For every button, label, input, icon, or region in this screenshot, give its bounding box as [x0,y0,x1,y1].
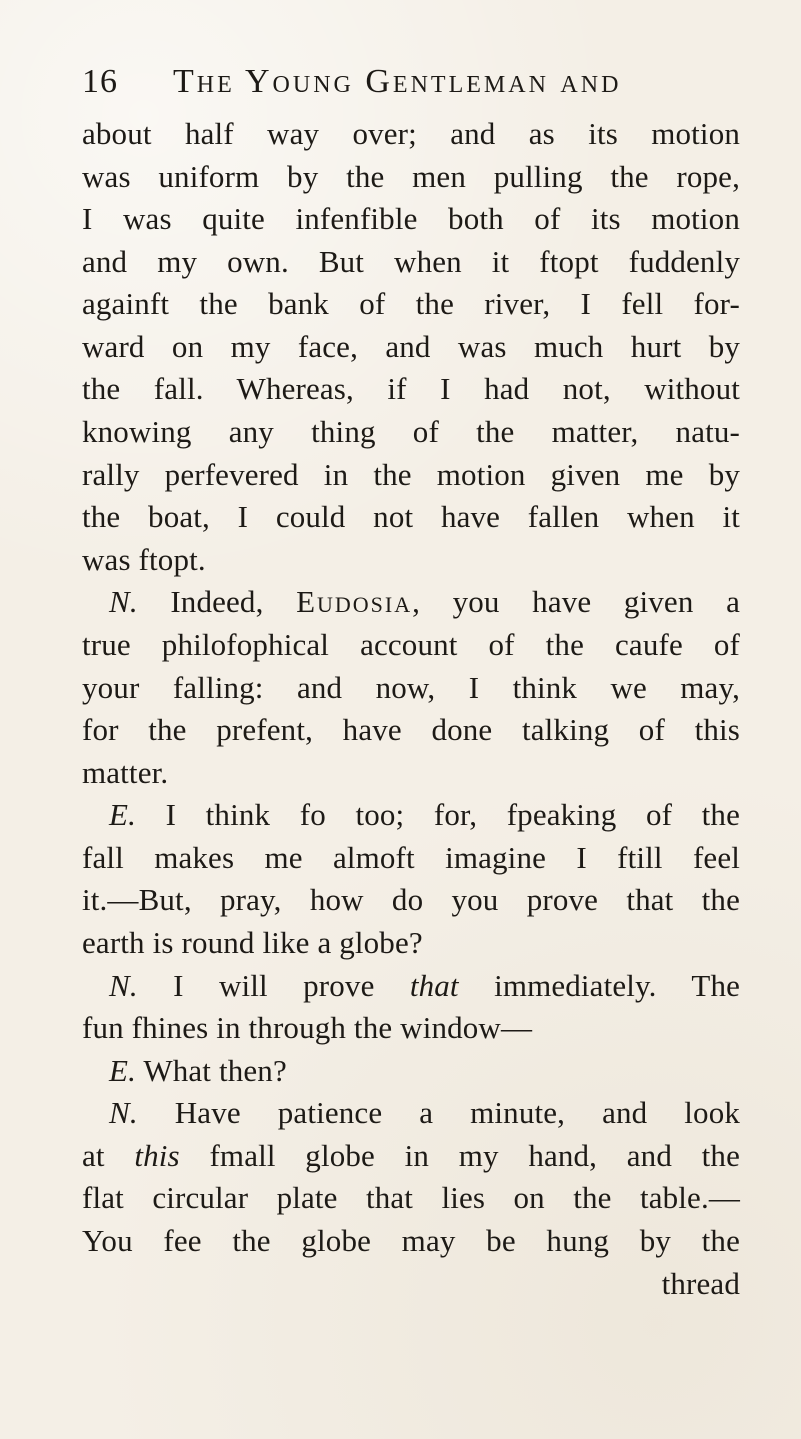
catchword: thread [661,1265,740,1301]
text-line: earth is round like a globe? [82,924,423,960]
character-name: Eudosia [296,584,413,620]
text-line: true philofophical account of the caufe of [82,626,740,662]
text-line: againft the bank of the river, I fell for- [82,286,740,322]
text-line: fall makes me almoft imagine I ftill feel [82,839,740,875]
dialogue-text: , you have given a [412,584,740,620]
dialogue-line-speaker-e [82,794,740,837]
emphasized-word: this [134,1137,180,1173]
text-line: was ftopt. [82,541,206,577]
dialogue-text: I think fo too; for, fpeaking of the [165,797,740,833]
dialogue-line-speaker-n [82,581,740,624]
dialogue-text: Have patience a minute, and look [174,1095,740,1131]
dialogue-text: fmall globe in my hand, and the [209,1137,740,1173]
dialogue-line-speaker-n [82,1092,740,1135]
running-title: The Young Gentleman and [173,63,622,100]
dialogue-line-speaker-n [82,965,740,1008]
text-line: it.—But, pray, how do you prove that the [82,882,740,918]
dialogue-text: immediately. The [494,967,741,1003]
emphasized-word: that [409,967,459,1003]
text-line: fun fhines in through the window— [82,1010,533,1046]
text-line: matter. [82,754,169,790]
text-line: the fall. Whereas, if I had not, without [82,371,740,407]
text-line: was uniform by the men pulling the rope, [82,158,740,194]
text-line-with-emphasis [82,1135,740,1178]
page-header [0,62,801,114]
text-line: rally perfevered in the motion given me by [82,456,740,492]
speaker-label: N. [109,967,138,1003]
speaker-label: N. [109,584,138,620]
text-line: flat circular plate that lies on the table.— [82,1180,740,1216]
speaker-label: N. [109,1095,138,1131]
text-line: and my own. But when it ftopt fuddenly [82,243,740,279]
text-line: the boat, I could not have fallen when it [82,499,740,535]
page-number: 16 [82,63,118,100]
dialogue-text: at [82,1137,105,1173]
text-line: knowing any thing of the matter, natu- [82,414,740,450]
dialogue-text: What then? [143,1052,287,1088]
text-line: your falling: and now, I think we may, [82,669,740,705]
text-line: for the prefent, have done talking of this [82,712,740,748]
text-line: You fee the globe may be hung by the [82,1223,740,1259]
dialogue-line-speaker-e [82,1050,740,1093]
text-line: about half way over; and as its motion [82,116,740,151]
text-line: I was quite infenfible both of its motion [82,201,740,237]
speaker-label: E. [109,1052,136,1088]
dialogue-text: Indeed, [170,584,264,620]
body-text [82,113,740,1305]
dialogue-text: I will prove [173,967,375,1003]
speaker-label: E. [109,797,136,833]
text-line: ward on my face, and was much hurt by [82,328,740,364]
